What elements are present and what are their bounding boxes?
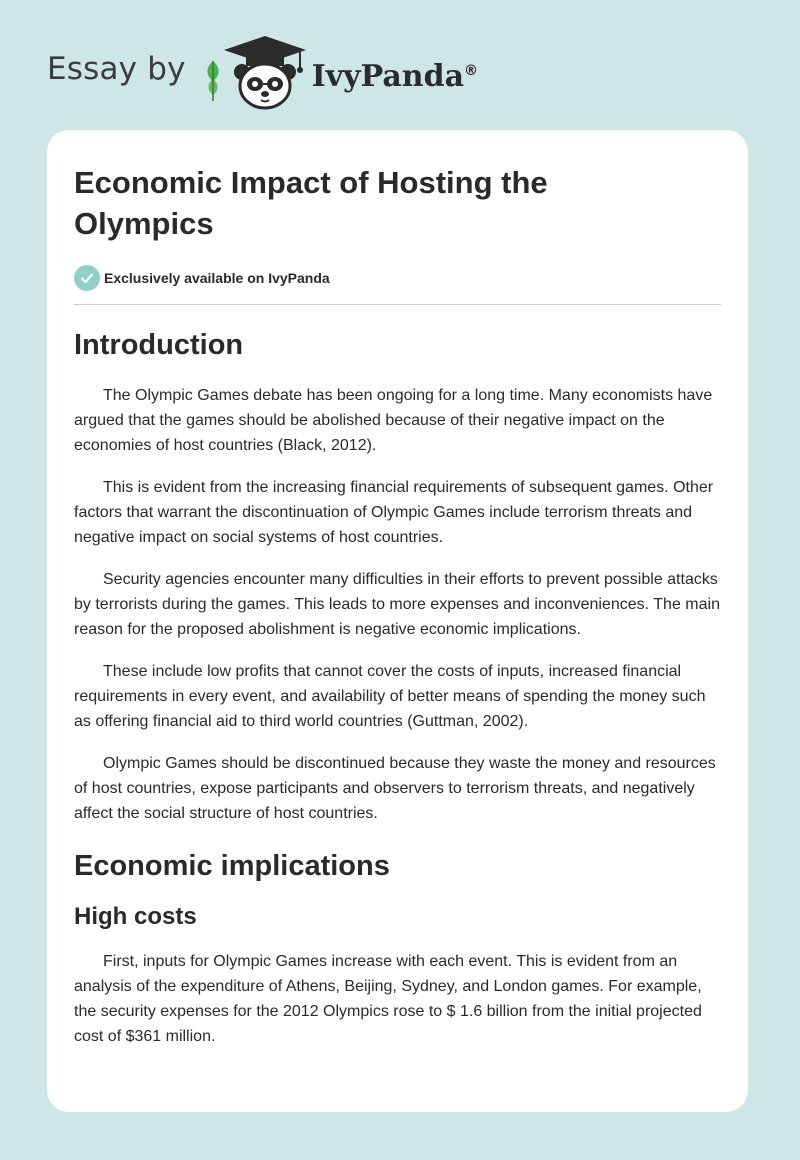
essay-by-label: Essay by bbox=[47, 51, 186, 87]
paragraph: This is evident from the increasing financial requirements of subsequent games. Other factors that warrant the discontinuation of Olympic Games include terrorism threats and negative impact on social systems of host countries. bbox=[74, 479, 714, 546]
paragraph: First, inputs for Olympic Games increase with each event. This is evident from an analysis of the expenditure of Athens, Beijing, Sydney, and London games. For example, the security expenses for the 2012 Olympics rose to $ 1.6 billion from the initial projected cost of $361 million. bbox=[74, 953, 702, 1045]
paragraph: The Olympic Games debate has been ongoing for a long time. Many economists have argued that the games should be abolished because of their negative impact on the economies of host countries (Black, 2012). bbox=[74, 387, 713, 454]
checkmark-icon bbox=[74, 265, 100, 291]
paragraph: These include low profits that cannot cover the costs of inputs, increased financial requirements in every event, and availability of better means of spending the money such as offering financial aid to third world countries (Guttman, 2002). bbox=[74, 663, 706, 730]
brand-name[interactable]: IvyPanda® bbox=[311, 58, 479, 94]
exclusive-badge bbox=[74, 265, 721, 291]
section-heading-economic-implications: Economic implications bbox=[74, 850, 390, 882]
title-divider bbox=[74, 304, 721, 305]
essay-card bbox=[47, 130, 748, 1112]
ivy-leaf-icon bbox=[202, 57, 224, 101]
registered-mark: ® bbox=[464, 62, 479, 79]
panda-logo-icon[interactable] bbox=[222, 34, 308, 110]
paragraph: Olympic Games should be discontinued because they waste the money and resources of host countries, expose participants and observers to terrorism threats, and negatively affect the social structure of host countries. bbox=[74, 755, 716, 822]
subheading-high-costs: High costs bbox=[74, 903, 197, 930]
exclusive-label: Exclusively available on IvyPanda bbox=[104, 270, 330, 286]
site-header bbox=[47, 34, 478, 110]
paragraph: Security agencies encounter many difficulties in their efforts to prevent possible attacks by terrorists during the games. This leads to more expenses and inconveniences. The main reason for the proposed abolishment is negative economic implications. bbox=[74, 571, 720, 638]
essay-title: Economic Impact of Hosting the Olympics bbox=[74, 165, 548, 241]
section-heading-introduction: Introduction bbox=[74, 329, 244, 361]
